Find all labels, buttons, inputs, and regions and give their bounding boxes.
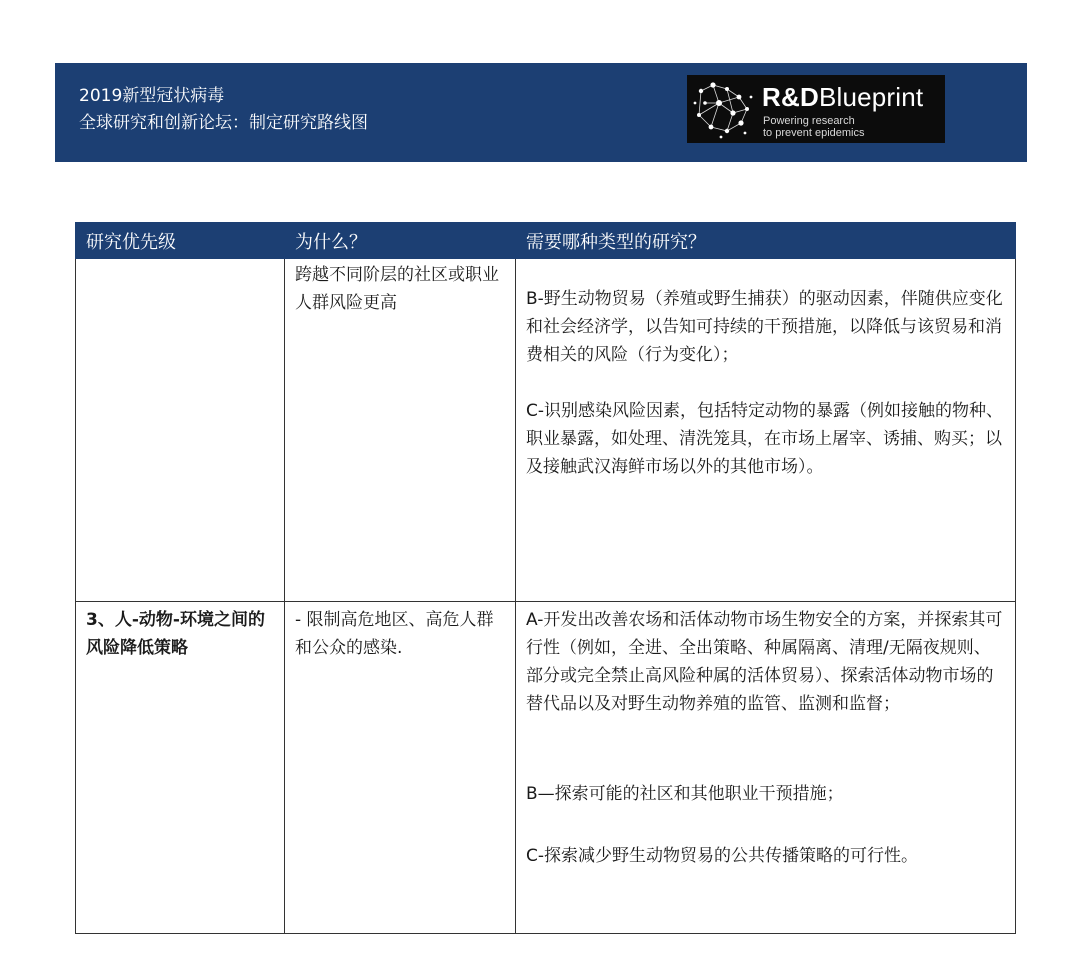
document-header-banner [55, 63, 1027, 162]
logo-tagline [763, 115, 865, 139]
rd-blueprint-logo [687, 75, 945, 143]
research-item-a: A-开发出改善农场和活体动物市场生物安全的方案，并探索其可行性（例如，全进、全出策略、种属隔离、清理/无隔夜规则、部分或完全禁止高风险种属的活体贸易）、探索活体动物市场的替代品以及对野生动物养殖的监管、监测和监督； [526, 610, 1003, 714]
column-header-priority: 研究优先级 [76, 223, 285, 259]
why-cell [285, 259, 516, 602]
header-title-line-2: 全球研究和创新论坛：制定研究路线图 [79, 113, 368, 133]
table-row [76, 259, 1016, 602]
logo-title [762, 82, 923, 113]
research-priority-table [75, 222, 1016, 934]
header-title-line-1: 2019新型冠状病毒 [79, 86, 225, 106]
priority-cell: 3、人-动物-环境之间的风险降低策略 [76, 602, 285, 934]
table-row [76, 602, 1016, 934]
research-item-c: C-探索减少野生动物贸易的公共传播策略的可行性。 [526, 846, 919, 866]
column-header-why: 为什么？ [285, 223, 516, 259]
logo-tagline-line-1: Powering research [763, 115, 855, 127]
network-nodes-icon [691, 77, 757, 141]
why-cell [285, 602, 516, 934]
header-title [79, 83, 368, 137]
logo-tagline-line-2: to prevent epidemics [763, 127, 865, 139]
why-text: 跨越不同阶层的社区或职业人群风险更高 [295, 265, 499, 313]
research-cell [516, 602, 1016, 934]
logo-title-light: Blueprint [818, 82, 924, 112]
priority-cell [76, 259, 285, 602]
research-item-c: C-识别感染风险因素，包括特定动物的暴露（例如接触的物种、职业暴露，如处理、清洗笼具，在市场上屠宰、诱捕、购买；以及接触武汉海鲜市场以外的其他市场）。 [526, 401, 1004, 477]
research-item-b: B-野生动物贸易（养殖或野生捕获）的驱动因素，伴随供应变化和社会经济学，以告知可持续的干预措施，以降低与该贸易和消费相关的风险（行为变化）； [526, 289, 1003, 365]
why-text: - 限制高危地区、高危人群和公众的感染. [295, 610, 494, 658]
column-header-research-type: 需要哪种类型的研究？ [516, 223, 1016, 259]
table-header-row [76, 223, 1016, 259]
research-cell [516, 259, 1016, 602]
logo-title-bold: R&D [762, 82, 819, 112]
research-item-b: B—探索可能的社区和其他职业干预措施； [526, 784, 844, 804]
